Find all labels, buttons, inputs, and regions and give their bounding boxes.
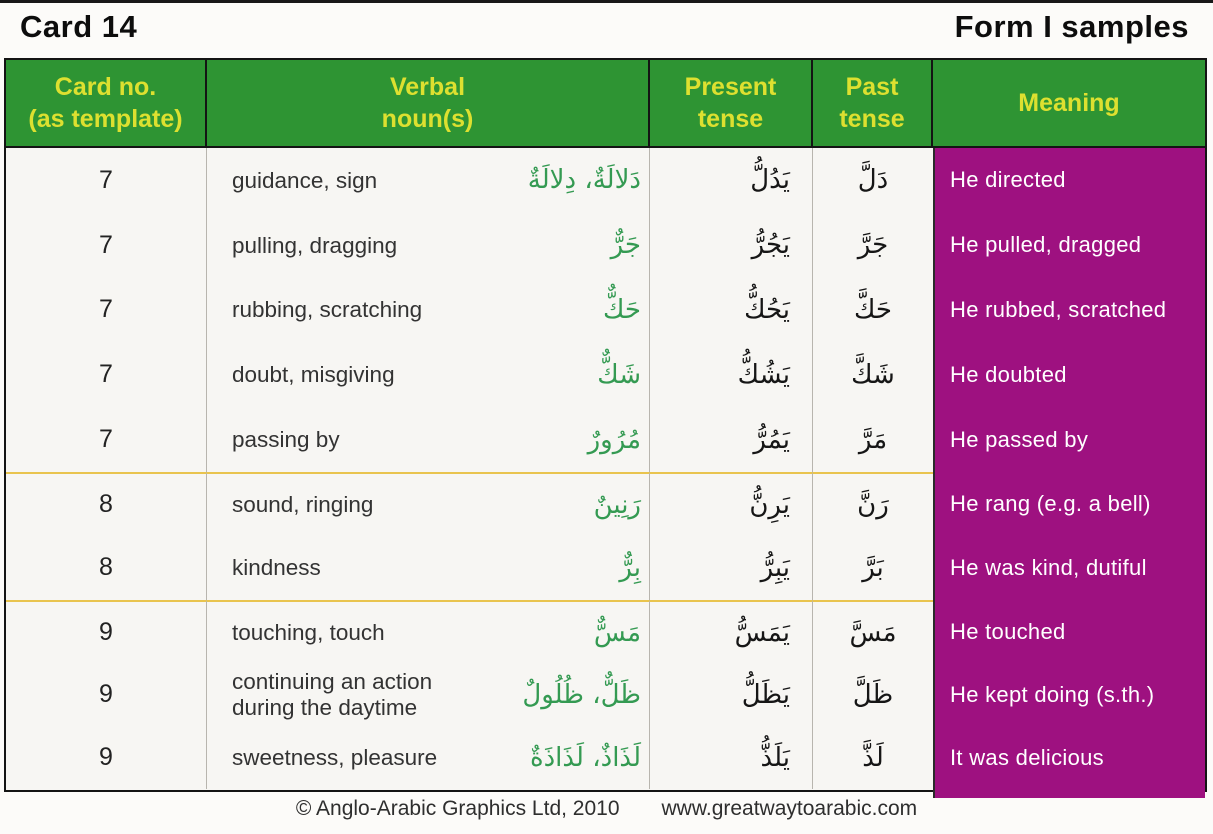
verbal-noun-english: sweetness, pleasure (232, 745, 438, 771)
card-number-cell (6, 726, 207, 789)
card-title: Card 14 (20, 9, 138, 44)
table-body (6, 148, 1205, 790)
table-row (6, 213, 1205, 278)
present-tense-cell (650, 278, 813, 343)
past-tense-arabic: ظَلَّ (852, 679, 894, 710)
verbal-noun-arabic: بِرٌّ (619, 552, 641, 583)
past-tense-arabic: حَكَّ (854, 294, 892, 325)
meaning-text: He was kind, dutiful (950, 554, 1147, 580)
verbal-noun-english: guidance, sign (232, 167, 378, 193)
verbal-noun-arabic: مَسٌّ (593, 617, 641, 648)
verbal-noun-cell (207, 536, 650, 600)
form-title: Form I samples (954, 9, 1189, 44)
past-tense-cell (813, 663, 933, 726)
meaning-text: He directed (950, 167, 1066, 193)
verbal-noun-arabic: جَرٌّ (610, 230, 641, 261)
verbal-noun-english: touching, touch (232, 619, 385, 645)
present-tense-cell (650, 213, 813, 278)
verbal-noun-cell (207, 278, 650, 343)
card-number: 7 (99, 230, 113, 259)
meaning-text: It was delicious (950, 744, 1104, 770)
past-tense-cell (813, 148, 933, 213)
meaning-cell (933, 148, 1205, 213)
scan-edge-line (0, 0, 1213, 3)
present-tense-cell (650, 663, 813, 726)
card-number: 7 (99, 295, 113, 324)
past-tense-cell (813, 600, 933, 663)
header-present-tense: Present tense (650, 60, 813, 146)
present-tense-arabic: يَبِرُّ (760, 552, 790, 583)
card-number-cell (6, 278, 207, 343)
card-number: 7 (99, 425, 113, 454)
past-tense-cell (813, 472, 933, 536)
meaning-text: He pulled, dragged (950, 232, 1142, 258)
card-number-cell (6, 536, 207, 600)
meaning-text: He doubted (950, 361, 1067, 387)
card-number-cell (6, 342, 207, 407)
verbal-noun-arabic: شَكٌّ (597, 359, 641, 390)
present-tense-arabic: يَظَلُّ (741, 679, 790, 710)
present-tense-arabic: يَدُلُّ (750, 165, 790, 196)
past-tense-cell (813, 213, 933, 278)
header-past-tense: Past tense (813, 60, 933, 146)
verbal-noun-english: kindness (232, 555, 321, 581)
card-number: 9 (99, 618, 113, 647)
header-verbal-noun: Verbal noun(s) (207, 60, 650, 146)
present-tense-cell (650, 342, 813, 407)
meaning-text: He rang (e.g. a bell) (950, 490, 1151, 516)
table-row (6, 407, 1205, 472)
card-number: 8 (99, 490, 113, 519)
meaning-cell (933, 600, 1205, 663)
verbal-noun-arabic: دَلالَةٌ، دِلالَةٌ (527, 165, 641, 196)
table-header-row (6, 60, 1205, 148)
verbal-noun-cell (207, 342, 650, 407)
card-number-cell (6, 407, 207, 472)
card-number: 9 (99, 680, 113, 709)
present-tense-arabic: يَمُرُّ (753, 424, 790, 455)
meaning-cell (933, 278, 1205, 343)
past-tense-arabic: جَرَّ (857, 230, 889, 261)
verbal-noun-cell (207, 726, 650, 789)
card-number: 7 (99, 165, 113, 194)
card-number: 8 (99, 553, 113, 582)
present-tense-arabic: يَشُكُّ (737, 359, 790, 390)
meaning-text: He touched (950, 618, 1066, 644)
verb-table (4, 58, 1207, 792)
card-number-cell (6, 148, 207, 213)
present-tense-arabic: يَمَسُّ (734, 617, 790, 648)
meaning-cell (933, 663, 1205, 726)
past-tense-cell (813, 726, 933, 789)
table-row (6, 148, 1205, 213)
present-tense-cell (650, 407, 813, 472)
verbal-noun-english: continuing an action during the daytime (232, 669, 433, 720)
past-tense-cell (813, 407, 933, 472)
meaning-text: He passed by (950, 426, 1089, 452)
table-row (6, 342, 1205, 407)
past-tense-arabic: رَنَّ (857, 489, 889, 520)
meaning-cell (933, 472, 1205, 536)
verbal-noun-cell (207, 213, 650, 278)
present-tense-arabic: يَلَذُّ (760, 742, 790, 773)
verbal-noun-arabic: ظَلٌّ، ظُلُولٌ (522, 679, 641, 710)
present-tense-cell (650, 472, 813, 536)
header-meaning: Meaning (1018, 88, 1120, 117)
card-number-cell (6, 663, 207, 726)
verbal-noun-cell (207, 600, 650, 663)
table-row (6, 726, 1205, 789)
present-tense-arabic: يَحُكُّ (744, 294, 790, 325)
meaning-text: He rubbed, scratched (950, 296, 1167, 322)
meaning-text: He kept doing (s.th.) (950, 681, 1155, 707)
verbal-noun-english: pulling, dragging (232, 232, 398, 258)
past-tense-arabic: مَرَّ (858, 424, 888, 455)
website-url: www.greatwaytoarabic.com (661, 797, 918, 820)
copyright-text: © Anglo-Arabic Graphics Ltd, 2010 (295, 797, 620, 820)
verbal-noun-arabic: لَذَاذٌ، لَذَاذَةٌ (529, 742, 641, 773)
meaning-cell (933, 536, 1205, 600)
verbal-noun-cell (207, 472, 650, 536)
verbal-noun-arabic: رَنِينٌ (593, 489, 641, 520)
verbal-noun-cell (207, 407, 650, 472)
present-tense-cell (650, 536, 813, 600)
meaning-cell (933, 342, 1205, 407)
verbal-noun-english: passing by (232, 426, 340, 452)
card-number: 7 (99, 360, 113, 389)
present-tense-cell (650, 726, 813, 789)
present-tense-cell (650, 148, 813, 213)
footer (0, 797, 1213, 821)
past-tense-cell (813, 536, 933, 600)
table-row (6, 663, 1205, 726)
past-tense-arabic: شَكَّ (851, 359, 895, 390)
table-row (6, 536, 1205, 600)
past-tense-arabic: مَسَّ (849, 617, 897, 648)
past-tense-cell (813, 278, 933, 343)
past-tense-arabic: دَلَّ (857, 165, 889, 196)
table-row (6, 600, 1205, 663)
present-tense-arabic: يَرِنُّ (749, 489, 790, 520)
verbal-noun-cell (207, 663, 650, 726)
verbal-noun-english: sound, ringing (232, 492, 374, 518)
table-row (6, 278, 1205, 343)
card-number: 9 (99, 743, 113, 772)
table-row (6, 472, 1205, 536)
past-tense-arabic: لَذَّ (862, 742, 884, 773)
verbal-noun-arabic: حَكٌّ (603, 294, 641, 325)
past-tense-arabic: بَرَّ (862, 552, 884, 583)
verbal-noun-cell (207, 148, 650, 213)
meaning-cell (933, 407, 1205, 472)
present-tense-arabic: يَجُرُّ (751, 230, 790, 261)
verbal-noun-arabic: مُرُورٌ (587, 424, 641, 455)
meaning-cell (933, 213, 1205, 278)
present-tense-cell (650, 600, 813, 663)
card-number-cell (6, 472, 207, 536)
verbal-noun-english: rubbing, scratching (232, 297, 423, 323)
verbal-noun-english: doubt, misgiving (232, 362, 395, 388)
past-tense-cell (813, 342, 933, 407)
card-number-cell (6, 600, 207, 663)
header-card-no: Card no. (as template) (6, 60, 207, 146)
card-number-cell (6, 213, 207, 278)
meaning-cell (933, 726, 1205, 789)
